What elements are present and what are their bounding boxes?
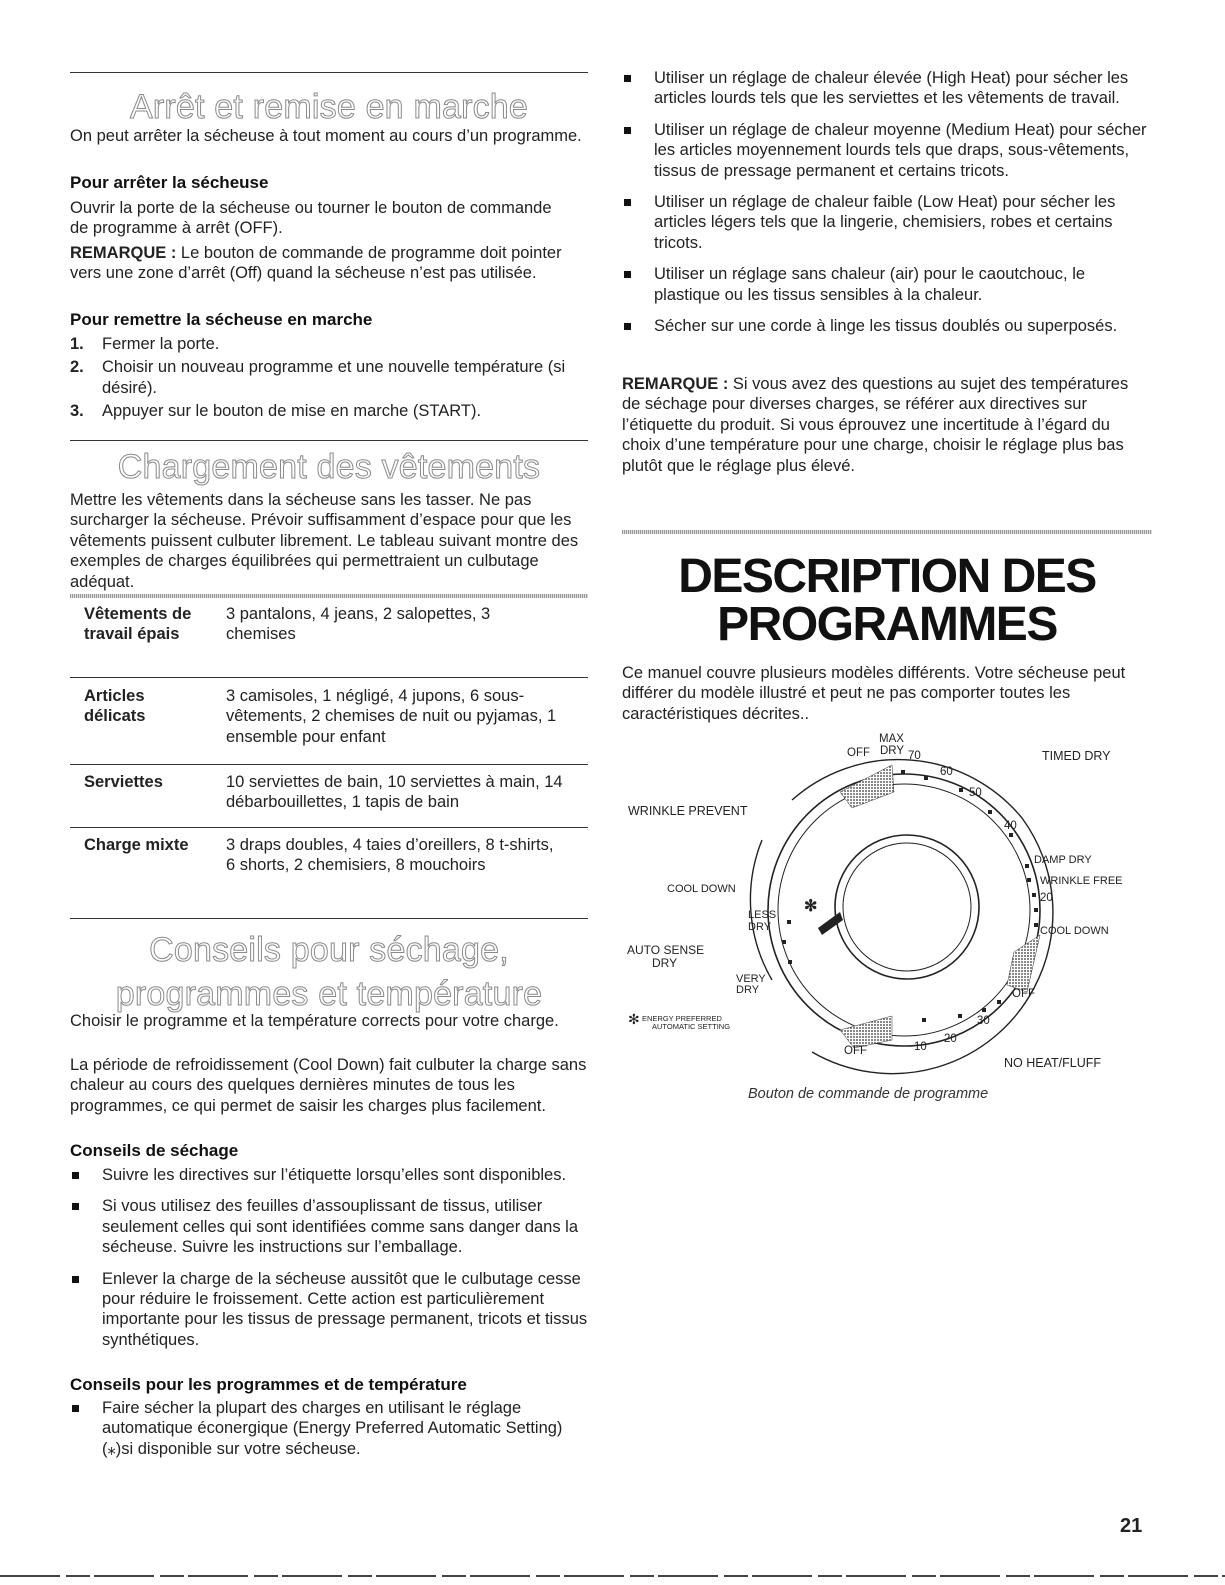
table-divider bbox=[70, 764, 588, 765]
page-number: 21 bbox=[1120, 1515, 1143, 1537]
note-label: REMARQUE : bbox=[70, 244, 177, 262]
dial-auto-dry: DRY bbox=[652, 956, 678, 970]
row-label: Vêtements de travail épais bbox=[84, 605, 192, 644]
dial-damp-dry: DAMP DRY bbox=[1034, 854, 1092, 866]
main-title-line2: PROGRAMMES bbox=[717, 598, 1057, 651]
dial-very-dry: DRY bbox=[736, 984, 760, 996]
dial-star-marker-icon: ✻ bbox=[804, 898, 818, 915]
list-item: Faire sécher la plupart des charges en utilisant le réglage automatique éconergique (Energy Preferred Automatic Setting)(⁎)si disponible sur votre sécheuse. bbox=[70, 1398, 570, 1459]
row-value: 10 serviettes de bain, 10 serviettes à main, 14 débarbouillettes, 1 tapis de bain bbox=[226, 773, 563, 812]
main-title-line1: DESCRIPTION DES bbox=[678, 550, 1096, 603]
list-item: Si vous utilisez des feuilles d’assouplissant de tissus, utiliser seulement celles qui sont identifiées comme sans danger dans la sécheuse. Suivre les instructions sur l’emballage. bbox=[70, 1196, 588, 1257]
program-dial-diagram bbox=[622, 730, 1152, 1075]
list-item: Utiliser un réglage de chaleur faible (Low Heat) pour sécher les articles légers tels que la lingerie, chemisiers, robes et certains tricots. bbox=[622, 192, 1152, 253]
dial-wrinkle-free: WRINKLE FREE bbox=[1040, 875, 1123, 887]
dial-energy-line2: AUTOMATIC SETTING bbox=[652, 1022, 731, 1031]
dial-very: VERY bbox=[736, 973, 766, 985]
dial-no-heat-fluff: NO HEAT/FLUFF bbox=[1004, 1056, 1101, 1070]
section-dotted-rule bbox=[622, 530, 1152, 534]
dial-less: LESS bbox=[748, 909, 777, 921]
dial-10: 10 bbox=[914, 1041, 927, 1053]
list-item: Utiliser un réglage de chaleur moyenne (Medium Heat) pour sécher les articles moyennement lourds tels que draps, sous-vêtements, tissus de pressage permanent et certains tricots. bbox=[622, 120, 1152, 181]
section-rule bbox=[70, 72, 588, 73]
dial-less-dry: DRY bbox=[748, 921, 772, 933]
dial-20-right: 20 bbox=[1040, 892, 1053, 904]
dial-timed-dry: TIMED DRY bbox=[1042, 749, 1111, 763]
row-value: 3 draps doubles, 4 taies d’oreillers, 8 t-shirts, 6 shorts, 2 chemisiers, 8 mouchoirs bbox=[226, 836, 554, 875]
dial-wrinkle-prevent: WRINKLE PREVENT bbox=[628, 804, 748, 818]
row-label: Articles délicats bbox=[84, 687, 146, 726]
section-rule bbox=[70, 440, 588, 441]
row-value: 3 pantalons, 4 jeans, 2 salopettes, 3 chemises bbox=[226, 605, 491, 644]
note-label: REMARQUE : bbox=[622, 375, 729, 393]
row-value: 3 camisoles, 1 négligé, 4 jupons, 6 sous-vêtements, 2 chemises de nuit ou pyjamas, 1 ensemble pour enfant bbox=[226, 687, 557, 746]
dial-max: MAX bbox=[879, 733, 904, 745]
section-rule bbox=[70, 918, 588, 919]
note-text: Si vous avez des questions au sujet des températures de séchage pour diverses charges, se référer aux directives sur l’étiquette du produit. Si vous éprouvez une incertitude à l’égard du choix d’une température pour une charge, choisir le réglage plus bas plutôt que le réglage plus élevé. bbox=[622, 375, 1129, 475]
table-divider bbox=[70, 677, 588, 678]
step-item: 2. Choisir un nouveau programme et une nouvelle température (si désiré). bbox=[70, 358, 566, 397]
list-item: Sécher sur une corde à linge les tissus doublés ou superposés. bbox=[622, 316, 1152, 336]
step-item: 1. Fermer la porte. bbox=[70, 335, 220, 353]
dial-cool-down-left: COOL DOWN bbox=[667, 883, 736, 895]
tips-p1: Choisir le programme et la température corrects pour votre charge. bbox=[70, 1012, 559, 1030]
dial-30: 30 bbox=[977, 1015, 990, 1027]
list-item: Enlever la charge de la sécheuse aussitôt que le culbutage cesse pour réduire le froissement. Cette action est particulièrement importante pour les tissus de pressage permanent, tricots et tissus synthétiques. bbox=[70, 1269, 588, 1351]
program-tips-heading: Conseils pour les programmes et de température bbox=[70, 1375, 467, 1394]
dial-off-top: OFF bbox=[847, 747, 870, 759]
table-top-rule bbox=[70, 594, 588, 598]
knob-center bbox=[835, 835, 979, 979]
dial-cool-down-right: COOL DOWN bbox=[1040, 925, 1109, 937]
section-title-loading: Chargement des vêtements bbox=[117, 448, 541, 486]
loading-intro: Mettre les vêtements dans la sécheuse sans les tasser. Ne pas surcharger la sécheuse. Prévoir suffisamment d’espace pour que les vêtements puissent culbuter librement. Le tableau suivant montre des exemples de charges équilibrées qui permettraient un culbutage adéquat. bbox=[70, 491, 579, 591]
dial-caption: Bouton de commande de programme bbox=[748, 1086, 989, 1102]
dial-50: 50 bbox=[969, 787, 982, 799]
restart-steps bbox=[70, 334, 588, 425]
programs-intro: Ce manuel couvre plusieurs modèles différents. Votre sécheuse peut différer du modèle illustré et peut ne pas comporter toutes les caractéristiques décrites.. bbox=[622, 664, 1126, 723]
dial-off-right: OFF bbox=[1012, 988, 1035, 1000]
stop-heading: Pour arrêter la sécheuse bbox=[70, 173, 269, 192]
dial-70: 70 bbox=[908, 750, 921, 762]
dial-auto-sense: AUTO SENSE bbox=[627, 943, 705, 957]
dial-60: 60 bbox=[940, 766, 953, 778]
section-title-tips: Conseils pour séchage, programmes et température bbox=[115, 931, 543, 1013]
dial-dry-top: DRY bbox=[880, 745, 905, 757]
dial-20-bottom: 20 bbox=[944, 1033, 957, 1045]
table-divider bbox=[70, 827, 588, 828]
stop-note bbox=[70, 243, 588, 284]
tips-list bbox=[70, 1165, 588, 1361]
list-item: Suivre les directives sur l’étiquette lorsqu’elles sont disponibles. bbox=[70, 1165, 588, 1185]
step-item: 3. Appuyer sur le bouton de mise en marche (START). bbox=[70, 402, 482, 421]
note-text: Le bouton de commande de programme doit pointer vers une zone d’arrêt (Off) quand la sécheuse n’est pas utilisée. bbox=[70, 244, 562, 283]
list-item: Utiliser un réglage de chaleur élevée (High Heat) pour sécher les articles lourds tels que les serviettes et les vêtements de travail. bbox=[622, 68, 1152, 109]
row-label: Serviettes bbox=[84, 773, 163, 791]
program-tips-list bbox=[70, 1398, 570, 1470]
temperature-note bbox=[622, 374, 1144, 476]
restart-heading: Pour remettre la sécheuse en marche bbox=[70, 310, 373, 329]
dial-40: 40 bbox=[1004, 820, 1017, 832]
row-label: Charge mixte bbox=[84, 836, 189, 854]
section-title-stop-restart: Arrêt et remise en marche bbox=[129, 88, 529, 126]
tips-heading: Conseils de séchage bbox=[70, 1141, 239, 1160]
dial-off-bottom: OFF bbox=[844, 1045, 867, 1057]
tips-p2: La période de refroidissement (Cool Down) fait culbuter la charge sans chaleur au cours des quelques dernières minutes de tous les programmes, ce qui permet de saisir les charges plus facilement. bbox=[70, 1056, 587, 1115]
stop-text: Ouvrir la porte de la sécheuse ou tourner le bouton de commande de programme à arrêt (OFF). bbox=[70, 199, 552, 238]
list-item: Utiliser un réglage sans chaleur (air) pour le caoutchouc, le plastique ou les tissus sensibles à la chaleur. bbox=[622, 264, 1152, 305]
footer-rule bbox=[0, 1575, 1225, 1577]
stop-intro: On peut arrêter la sécheuse à tout moment au cours d’un programme. bbox=[70, 127, 582, 145]
dial-star-icon: ✻ bbox=[628, 1011, 640, 1027]
dial-energy-line1: ENERGY PREFERRED bbox=[642, 1014, 722, 1023]
heat-settings-list bbox=[622, 68, 1152, 347]
